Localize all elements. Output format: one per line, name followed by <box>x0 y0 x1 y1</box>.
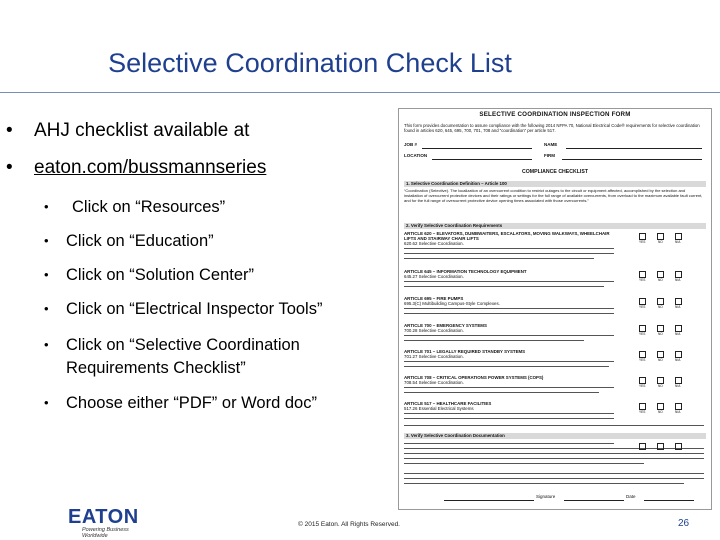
checkbox-group: YES NO N/A <box>639 403 689 415</box>
sub-bullet-text: Click on “Resources” <box>72 198 226 216</box>
yes-checkbox[interactable] <box>639 403 646 410</box>
bullet-glyph: • <box>44 199 49 214</box>
yes-checkbox[interactable] <box>639 233 646 240</box>
logo-tagline: Powering Business Worldwide <box>82 527 129 539</box>
article-sub: 645.27 Selective Coordination. <box>404 274 464 279</box>
article-heading: ARTICLE 517 – HEALTHCARE FACILITIES <box>404 401 492 406</box>
bullet-glyph: • <box>44 233 49 248</box>
no-checkbox[interactable] <box>657 298 664 305</box>
page-number: 26 <box>678 518 690 529</box>
sub-bullet-text: Click on “Selective Coordination <box>66 336 300 354</box>
article-heading: ARTICLE 708 – CRITICAL OPERATIONS POWER SYSTEMS (COPS) <box>404 375 544 380</box>
bussmann-link[interactable]: eaton.com/bussmannseries <box>34 157 267 178</box>
na-checkbox[interactable] <box>675 271 682 278</box>
checklist-title: COMPLIANCE CHECKLIST <box>522 169 588 175</box>
yes-checkbox[interactable] <box>639 271 646 278</box>
firm-field-label: FIRM <box>544 153 555 158</box>
na-checkbox[interactable] <box>675 233 682 240</box>
na-checkbox[interactable] <box>675 325 682 332</box>
checkbox-group <box>639 443 689 455</box>
date-label: Date <box>626 494 636 499</box>
na-checkbox[interactable] <box>675 377 682 384</box>
copyright-text: © 2015 Eaton. All Rights Reserved. <box>298 521 400 528</box>
form-field-row <box>404 152 704 161</box>
article-sub: 620.62 Selective Coordination. <box>404 241 464 246</box>
sub-bullet-text: Requirements Checklist” <box>66 359 246 377</box>
section-header: 3. Verify Selective Coordination Documentation <box>404 433 706 439</box>
bullet-glyph: • <box>44 267 49 282</box>
no-checkbox[interactable] <box>657 325 664 332</box>
article-sub: 517.26 Essential Electrical Systems <box>404 406 474 411</box>
article-heading: ARTICLE 700 – EMERGENCY SYSTEMS <box>404 323 487 328</box>
article-sub: 708.54 Selective Coordination. <box>404 380 464 385</box>
signature-label: Signature <box>536 494 556 499</box>
no-checkbox[interactable] <box>657 443 664 450</box>
bullet-glyph: • <box>6 157 13 178</box>
title-divider <box>0 92 720 93</box>
article-sub: 700.28 Selective Coordination. <box>404 328 464 333</box>
bullet-glyph: • <box>44 395 49 410</box>
bullet-text: AHJ checklist available at <box>34 120 250 141</box>
logo-wordmark: EATON <box>68 506 139 528</box>
checkbox-group: YES NO N/A <box>639 325 689 337</box>
job-field-label: JOB # <box>404 142 418 147</box>
article-heading: ARTICLE 701 – LEGALLY REQUIRED STANDBY SYSTEMS <box>404 349 526 354</box>
yes-checkbox[interactable] <box>639 325 646 332</box>
form-intro: This form provides documentation to assure compliance with the following 2014 NFPA 70, National Electrical Code® requirements for selective coordination found in articles 620, 645, 695, 700, 701, 708 and “coordination” per article 517. <box>404 123 700 134</box>
checkbox-group: YES NO N/A <box>639 233 689 245</box>
form-field-row <box>404 141 704 150</box>
eaton-logo <box>68 506 152 539</box>
no-checkbox[interactable] <box>657 271 664 278</box>
checkbox-group: YES NO N/A <box>639 377 689 389</box>
na-checkbox[interactable] <box>675 298 682 305</box>
article-sub: 701.27 Selective Coordination. <box>404 354 464 359</box>
sub-bullet-text: Click on “Education” <box>66 232 214 250</box>
yes-checkbox[interactable] <box>639 377 646 384</box>
article-heading: ARTICLE 695 – FIRE PUMPS <box>404 296 464 301</box>
bullet-glyph: • <box>44 337 49 352</box>
no-checkbox[interactable] <box>657 351 664 358</box>
name-field-label: NAME <box>544 142 558 147</box>
section-text: “Coordination (Selective). The localization of an overcurrent condition to restrict outages to the circuit or equipment affected, accomplished by the selection and installation of overcurrent protective devices and their ratings or settings for the full range of available overcurrents, from overload to the maximum available fault current, and for the full range of overcurrent protective device opening times associated with those overcurrents.” <box>404 188 703 203</box>
checkbox-group: YES NO N/A <box>639 351 689 363</box>
sub-bullet-text: Choose either “PDF” or Word doc” <box>66 394 317 412</box>
slide-title: Selective Coordination Check List <box>108 48 512 78</box>
location-field-label: LOCATION <box>404 153 428 158</box>
sub-bullet-text: Click on “Electrical Inspector Tools” <box>66 300 323 318</box>
section-header: 1. Selective Coordination Definition – Article 100 <box>404 181 706 187</box>
bullet-glyph: • <box>44 301 49 316</box>
article-sub: 695.3(C) Multibuilding Campus-Style Complexes. <box>404 301 500 306</box>
bullet-glyph: • <box>6 120 13 141</box>
no-checkbox[interactable] <box>657 233 664 240</box>
checkbox-group: YES NO N/A <box>639 298 689 310</box>
checkbox-group: YES NO N/A <box>639 271 689 283</box>
yes-checkbox[interactable] <box>639 298 646 305</box>
na-checkbox[interactable] <box>675 403 682 410</box>
article-heading: ARTICLE 620 – ELEVATORS, DUMBWAITERS, ESCALATORS, MOVING WALKWAYS, WHEELCHAIR LIFTS AND STAIRWAY CHAIR LIFTS <box>404 231 610 241</box>
section-header: 2. Verify Selective Coordination Requirements <box>404 223 706 229</box>
na-checkbox[interactable] <box>675 443 682 450</box>
na-checkbox[interactable] <box>675 351 682 358</box>
signature-row <box>404 493 704 502</box>
article-heading: ARTICLE 645 – INFORMATION TECHNOLOGY EQUIPMENT <box>404 269 527 274</box>
yes-checkbox[interactable] <box>639 443 646 450</box>
yes-checkbox[interactable] <box>639 351 646 358</box>
no-checkbox[interactable] <box>657 403 664 410</box>
form-title: SELECTIVE COORDINATION INSPECTION FORM <box>479 111 631 118</box>
sub-bullet-text: Click on “Solution Center” <box>66 266 254 284</box>
inspection-form-image <box>398 108 712 510</box>
no-checkbox[interactable] <box>657 377 664 384</box>
